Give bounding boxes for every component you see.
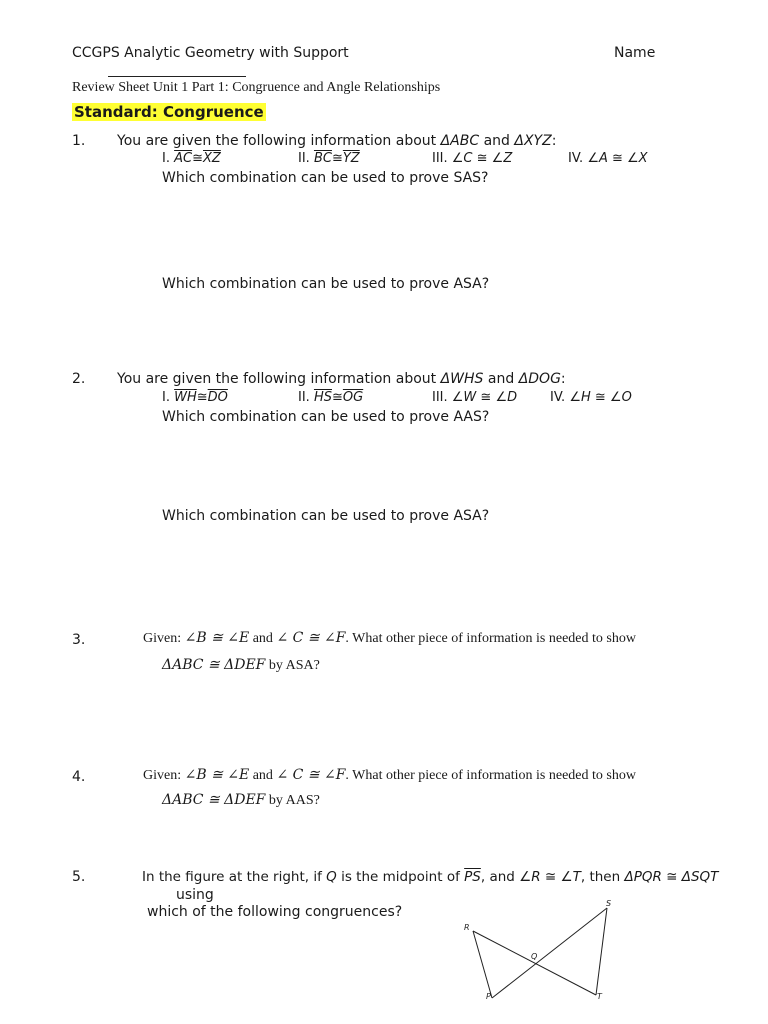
q1-colon: :: [551, 133, 557, 149]
q5-angles: ∠R ≅ ∠T: [519, 869, 581, 885]
q5-midpoint-q: Q: [326, 869, 337, 885]
q1-prompt-asa: Which combination can be used to prove ASA?: [162, 276, 490, 292]
q4-given-line: [143, 767, 636, 784]
q2-item-1-cong: ≅: [196, 390, 208, 405]
q2-item-3: [432, 390, 517, 405]
q5-line3: which of the following congruences?: [147, 904, 403, 920]
q2-item-3-roman: III.: [432, 390, 448, 405]
q2-intro-text: You are given the following information about: [117, 371, 437, 387]
q1-item-4-text: ∠A ≅ ∠X: [587, 151, 648, 166]
q2-item-1-left: $\overline{WH}$: [174, 390, 197, 405]
q4-number: 4.: [72, 769, 86, 785]
q5-text-b: is the midpoint of: [341, 869, 460, 885]
q1-triangle-abc: ΔABC: [440, 133, 480, 149]
q1-item-2-right: $\overline{YZ}$: [342, 151, 360, 166]
name-label: Name: [614, 45, 656, 61]
q1-number: 1.: [72, 133, 86, 149]
q1-triangle-xyz: ΔXYZ: [514, 133, 552, 149]
q4-statement-line: [162, 792, 320, 809]
q2-intro: [117, 371, 566, 387]
q1-item-2-left: $\overline{BC}$: [313, 151, 332, 166]
q5-using: using: [176, 887, 214, 903]
vertex-label-t: T: [597, 992, 602, 1001]
q2-item-2: [298, 390, 363, 405]
sheet-title: Review Sheet Unit 1 Part 1: Congruence and Angle Relationships: [72, 80, 441, 95]
q1-item-3: [432, 151, 512, 166]
q2-colon: :: [560, 371, 566, 387]
q3-and: and: [252, 631, 273, 646]
q1-item-1-cong: ≅: [192, 151, 203, 166]
q5-text-c: , and: [480, 869, 515, 885]
q2-item-4-text: ∠H ≅ ∠O: [569, 390, 632, 405]
q1-item-2-cong: ≅: [331, 151, 343, 166]
q2-item-1-roman: I.: [162, 390, 170, 405]
q1-intro-text: You are given the following information about: [117, 133, 437, 149]
segment-ps: [492, 908, 607, 998]
q1-item-2: [298, 151, 360, 166]
q4-angle-be: ∠B ≅ ∠E: [184, 767, 250, 783]
q4-method: by AAS?: [268, 793, 320, 808]
q2-item-4: [550, 390, 632, 405]
q5-bowtie-figure: [455, 895, 640, 1010]
segment-rp: [473, 931, 492, 998]
q2-triangle-whs: ΔWHS: [440, 371, 484, 387]
q2-prompt-aas: Which combination can be used to prove AAS?: [162, 409, 490, 425]
q1-item-4: [568, 151, 648, 166]
q1-item-1: [162, 151, 221, 166]
q5-segment-ps: $\overline{PS}$: [464, 869, 481, 885]
q3-statement: ΔABC ≅ ΔDEF: [162, 657, 266, 673]
q4-given-label: Given:: [143, 768, 182, 783]
q4-angle-cf: ∠ C ≅ ∠F: [276, 767, 346, 783]
q2-item-1: [162, 390, 228, 405]
vertex-label-s: S: [606, 899, 612, 908]
q2-item-2-right: $\overline{OG}$: [342, 390, 364, 405]
q1-intro: [117, 133, 556, 149]
q1-item-3-roman: III.: [432, 151, 448, 166]
segment-st: [596, 908, 607, 995]
name-blank-line: [108, 76, 246, 77]
q3-angle-be: ∠B ≅ ∠E: [184, 630, 250, 646]
q5-triangles: ΔPQR ≅ ΔSQT: [624, 869, 719, 885]
q1-item-1-roman: I.: [162, 151, 170, 166]
q5-text-a: In the figure at the right, if: [142, 869, 322, 885]
q2-item-2-roman: II.: [298, 390, 310, 405]
q4-statement: ΔABC ≅ ΔDEF: [162, 792, 266, 808]
q1-item-1-left: $\overline{AC}$: [174, 151, 193, 166]
q2-number: 2.: [72, 371, 86, 387]
course-title: CCGPS Analytic Geometry with Support: [72, 45, 349, 61]
q4-and: and: [252, 768, 273, 783]
q1-item-4-roman: IV.: [568, 151, 584, 166]
q2-item-3-text: ∠W ≅ ∠D: [451, 390, 518, 405]
q3-question: . What other piece of information is needed to show: [345, 631, 636, 646]
q2-and: and: [487, 371, 515, 387]
q1-item-1-right: $\overline{XZ}$: [203, 151, 221, 166]
q1-and: and: [483, 133, 510, 149]
vertex-label-q: Q: [531, 952, 538, 961]
q5-text-d: , then: [580, 869, 621, 885]
standard-heading: Standard: Congruence: [74, 103, 264, 121]
q3-given-label: Given:: [143, 631, 182, 646]
q5-number: 5.: [72, 869, 86, 885]
q2-item-2-cong: ≅: [331, 390, 343, 405]
q3-statement-line: [162, 657, 320, 674]
q2-item-2-left: $\overline{HS}$: [313, 390, 332, 405]
segment-rt: [473, 931, 596, 995]
q2-item-1-right: $\overline{DO}$: [207, 390, 228, 405]
vertex-label-p: P: [486, 992, 491, 1001]
q2-prompt-asa: Which combination can be used to prove ASA?: [162, 508, 490, 524]
q1-item-3-text: ∠C ≅ ∠Z: [451, 151, 513, 166]
q3-given-line: [143, 630, 636, 647]
q2-item-4-roman: IV.: [550, 390, 566, 405]
q1-item-2-roman: II.: [298, 151, 310, 166]
q5-text-line: [142, 869, 718, 885]
q3-number: 3.: [72, 632, 86, 648]
q4-question: . What other piece of information is needed to show: [345, 768, 636, 783]
vertex-label-r: R: [464, 923, 470, 932]
q3-method: by ASA?: [268, 658, 320, 673]
q1-prompt-sas: Which combination can be used to prove SAS?: [162, 170, 489, 186]
q3-angle-cf: ∠ C ≅ ∠F: [276, 630, 346, 646]
q2-triangle-dog: ΔDOG: [518, 371, 561, 387]
